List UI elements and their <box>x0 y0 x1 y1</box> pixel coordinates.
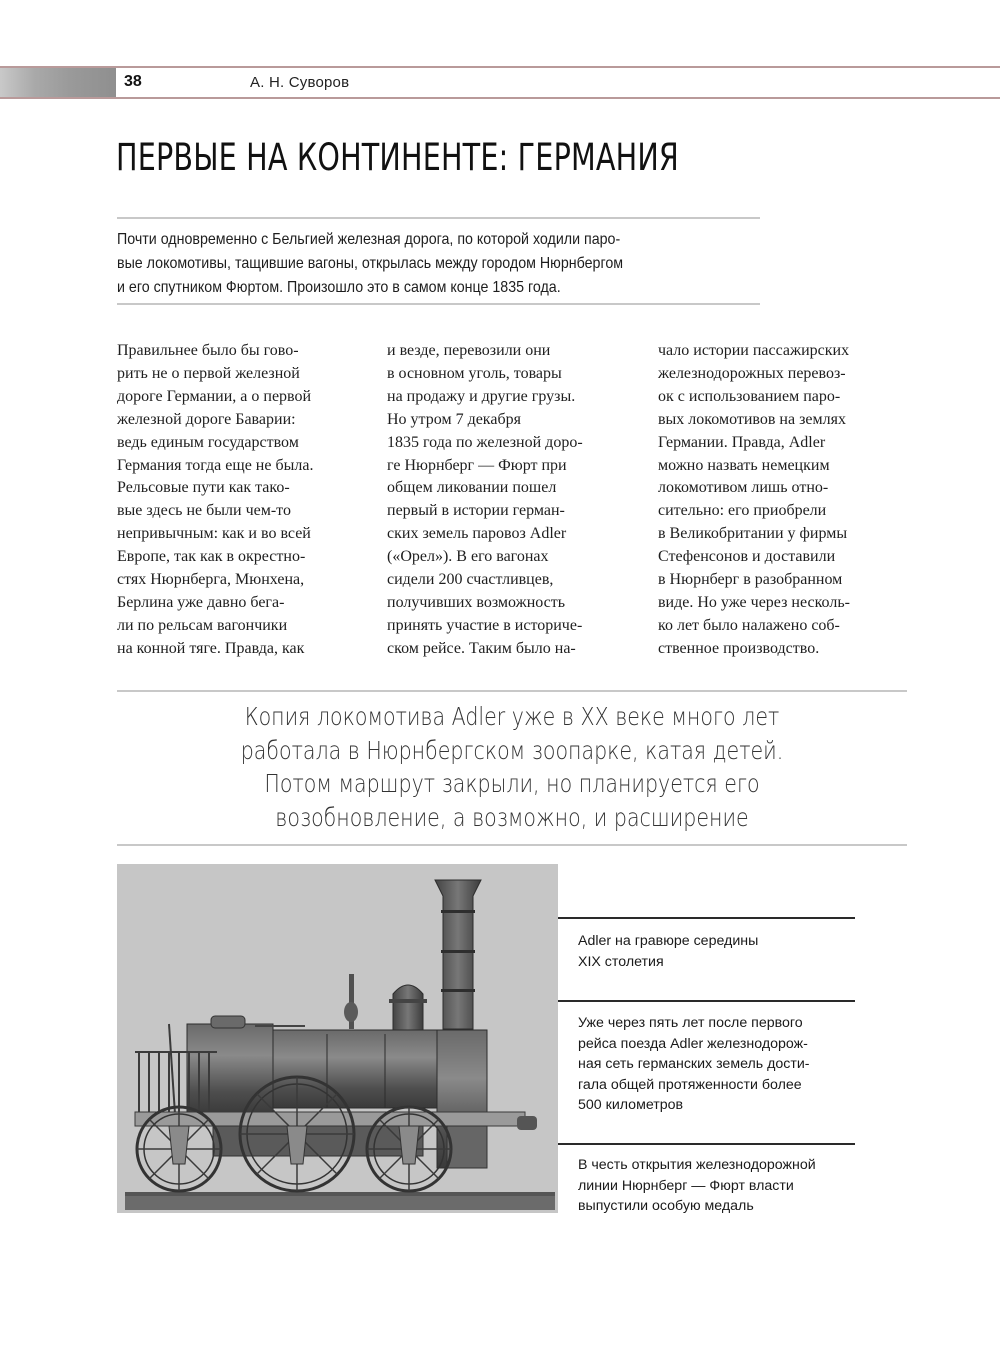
body-line: Германия тогда еще не была. <box>117 456 314 474</box>
body-line: Германии. Правда, Adler <box>658 433 826 451</box>
caption-rule-2 <box>558 1000 855 1002</box>
body-line: на конной тяге. Правда, как <box>117 639 305 657</box>
body-line: Правильнее было бы гово- <box>117 342 299 359</box>
body-line: железной дороге Баварии: <box>117 410 296 428</box>
body-line: ском рейсе. Таким было на- <box>387 639 576 657</box>
body-line: Но утром 7 декабря <box>387 410 521 428</box>
body-line: первый в истории герман- <box>387 502 565 520</box>
body-line: на продажу и другие грузы. <box>387 387 576 405</box>
body-line: общем ликовании пошел <box>387 479 557 497</box>
body-line: принять участие в историче- <box>387 616 583 634</box>
body-line: получивших возможность <box>387 593 566 611</box>
body-line: Рельсовые пути как тако- <box>117 479 290 497</box>
pull-quote <box>117 700 907 834</box>
lead-paragraph <box>117 228 758 300</box>
body-column-3 <box>658 340 850 661</box>
header-decor-bar <box>0 67 116 99</box>
body-column-2 <box>387 340 583 661</box>
lead-line: вые локомотивы, тащившие вагоны, открылась между городом Нюрнбергом <box>117 255 624 272</box>
caption-line: XIX столетия <box>578 953 664 970</box>
quote-line: Потом маршрут закрыли, но планируется его <box>264 769 760 798</box>
body-line: локомотивом лишь отно- <box>658 479 829 497</box>
body-line: сидели 200 счастливцев, <box>387 571 554 589</box>
caption-line: гала общей протяженности более <box>578 1076 802 1093</box>
body-line: в Великобритании у фирмы <box>658 525 848 543</box>
quote-top-rule <box>117 690 907 692</box>
body-line: ок с использованием паро- <box>658 387 841 405</box>
figure-caption-2 <box>578 1013 868 1116</box>
body-line: вых локомотивов на землях <box>658 410 846 428</box>
body-line: рить не о первой железной <box>117 364 300 382</box>
locomotive-engraving-image <box>117 864 558 1213</box>
quote-line: возобновление, а возможно, и расширение <box>275 802 749 832</box>
body-line: и везде, перевозили они <box>387 342 551 359</box>
body-line: железнодорожных перевоз- <box>658 364 846 382</box>
page-title: ПЕРВЫЕ НА КОНТИНЕНТЕ: ГЕРМАНИЯ <box>116 136 679 179</box>
quote-bottom-rule <box>117 844 907 846</box>
body-line: стях Нюрнберга, Мюнхена, <box>117 571 305 589</box>
caption-line: выпустили особую медаль <box>578 1198 754 1214</box>
caption-line: Adler на гравюре середины <box>578 933 759 949</box>
caption-line: рейса поезда Adler железнодорож- <box>578 1035 808 1052</box>
quote-line: Копия локомотива Adler уже в XX веке много лет <box>244 702 780 731</box>
body-line: непривычным: как и во всей <box>117 525 311 543</box>
header-bottom-rule <box>0 97 1000 99</box>
caption-rule-3 <box>558 1143 855 1145</box>
header-top-rule <box>0 66 1000 68</box>
caption-line: ная сеть германских земель дости- <box>578 1056 810 1072</box>
body-line: ко лет было налажено соб- <box>658 616 840 634</box>
body-line: ских земель паровоз Adler <box>387 525 567 543</box>
page-number: 38 <box>124 73 142 90</box>
locomotive-illustration <box>117 864 558 1213</box>
body-line: 1835 года по железной доро- <box>387 433 583 451</box>
caption-line: 500 километров <box>578 1097 684 1113</box>
caption-line: В честь открытия железнодорожной <box>578 1157 816 1173</box>
body-line: ственное производство. <box>658 639 820 657</box>
body-line: Стефенсонов и доставили <box>658 548 836 566</box>
body-line: ли по рельсам вагончики <box>117 616 288 634</box>
caption-rule-1 <box>558 917 855 919</box>
body-line: («Орел»). В его вагонах <box>387 548 549 566</box>
body-line: Европе, так как в окрестно- <box>117 548 306 566</box>
body-line: виде. Но уже через несколь- <box>658 593 850 611</box>
body-line: вые здесь не были чем-то <box>117 502 291 520</box>
lead-line: и его спутником Фюртом. Произошло это в самом конце 1835 года. <box>117 279 561 296</box>
quote-line: работала в Нюрнбергском зоопарке, катая детей. <box>240 735 784 765</box>
body-line: в основном уголь, товары <box>387 364 562 382</box>
body-line: чало истории пассажирских <box>658 342 850 359</box>
figure-caption-3 <box>578 1155 868 1217</box>
body-line: дороге Германии, а о первой <box>117 387 312 405</box>
body-line: в Нюрнберг в разобранном <box>658 571 843 589</box>
lead-line: Почти одновременно с Бельгией железная дорога, по которой ходили паро- <box>117 231 621 248</box>
caption-line: Уже через пять лет после первого <box>578 1015 803 1031</box>
body-line: Берлина уже давно бега- <box>117 593 285 611</box>
body-column-1 <box>117 340 313 661</box>
caption-line: линии Нюрнберг — Фюрт власти <box>578 1177 794 1194</box>
figure-caption-1 <box>578 931 868 972</box>
body-line: сительно: его приобрели <box>658 502 827 520</box>
body-line: можно назвать немецким <box>658 456 830 474</box>
lead-top-rule <box>117 217 760 219</box>
body-line: ге Нюрнберг — Фюрт при <box>387 456 567 474</box>
running-head-author: А. Н. Суворов <box>250 74 350 91</box>
lead-bottom-rule <box>117 303 760 305</box>
body-line: ведь единым государством <box>117 433 299 451</box>
